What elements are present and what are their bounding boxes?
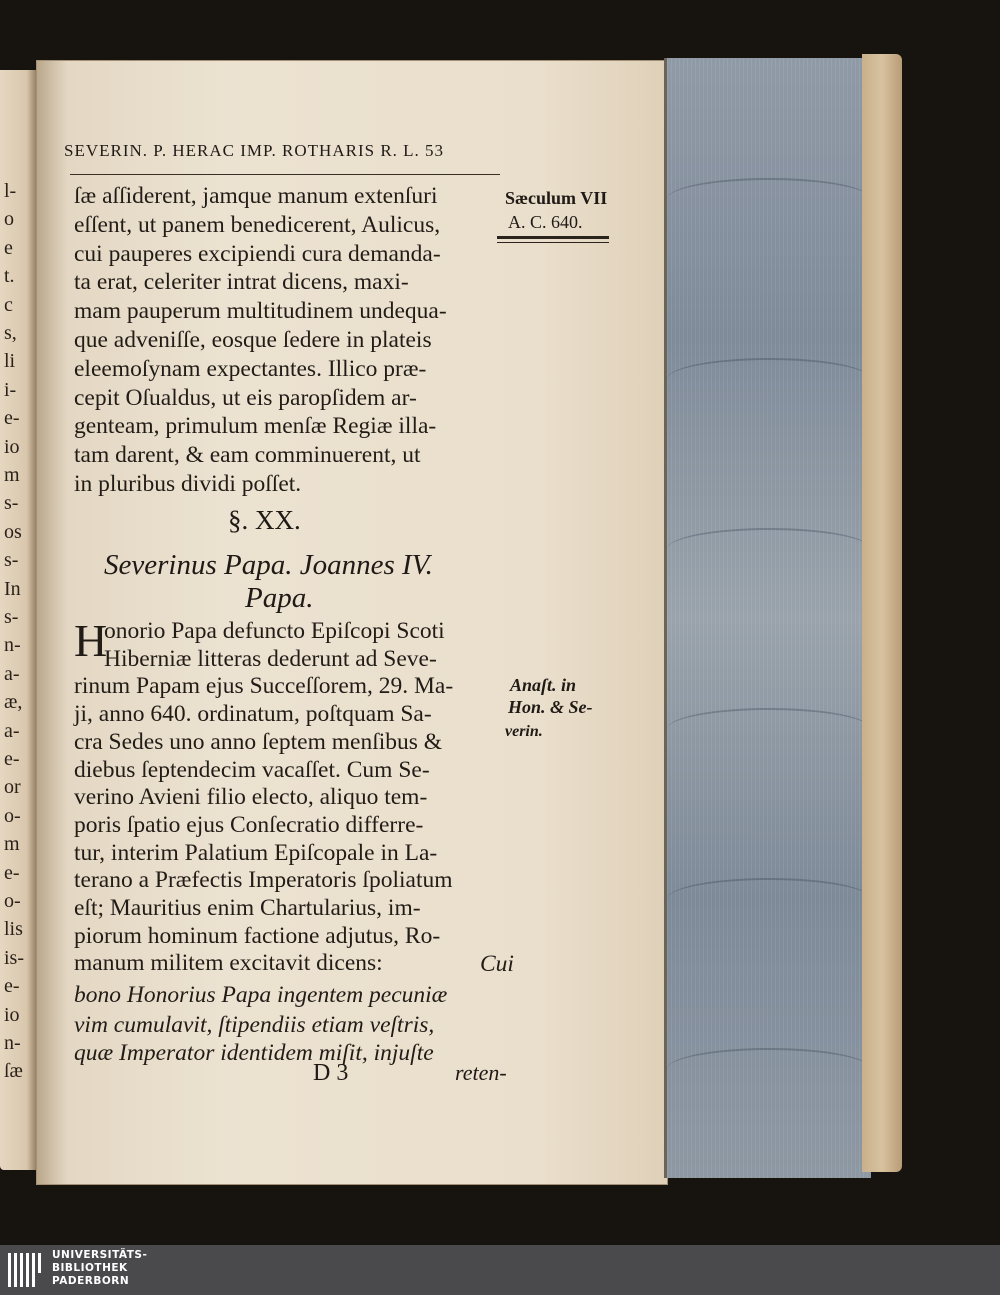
left-page-fragment: lis	[4, 918, 23, 941]
head-rule	[70, 174, 500, 175]
left-page-fragment: s-	[4, 549, 19, 572]
section-title-continued: Papa.	[245, 582, 314, 614]
left-page-fragment: ſæ	[4, 1060, 23, 1083]
left-page-fragment: io	[4, 1003, 20, 1026]
paragraph-2-line: rinum Papam ejus Succeſſorem, 29. Ma-	[74, 673, 454, 700]
left-page-fragment: e-	[4, 861, 20, 884]
left-page-fragment: m	[4, 464, 20, 486]
paragraph-1-line: que adveniſſe, eosque ſedere in plateis	[74, 327, 432, 353]
margin-note-source-2: Hon. & Se-	[508, 697, 593, 717]
paragraph-1-line: genteam, primulum menſæ Regiæ illa-	[74, 413, 437, 440]
paragraph-2-line: eſt; Mauritius enim Chartularius, im-	[74, 895, 421, 921]
italic-line: bono Honorius Papa ingentem pecuniæ	[74, 982, 448, 1008]
paragraph-1-line: cui pauperes excipiendi cura demanda-	[74, 240, 441, 267]
left-page-fragment: a-	[4, 662, 20, 685]
paragraph-2-line: diebus ſeptendecim vacaſſet. Cum Se-	[74, 756, 430, 783]
left-page-fragment: e-	[4, 748, 20, 770]
margin-rule	[497, 236, 609, 239]
left-page-fragment: c	[4, 293, 13, 316]
library-name	[52, 1249, 147, 1288]
paragraph-1-line: tam darent, & eam comminuerent, ut	[74, 442, 421, 469]
section-title: Severinus Papa. Joannes IV.	[104, 549, 433, 581]
left-page-fragment: s-	[4, 492, 19, 515]
left-page-fragment: i-	[4, 378, 17, 401]
margin-note-source-3: verin.	[505, 723, 543, 740]
left-page-fragment: e	[4, 236, 13, 259]
catchword: reten-	[455, 1060, 507, 1085]
paragraph-2-line: Hiberniæ litteras dederunt ad Seve-	[104, 645, 437, 672]
paragraph-2-line: terano a Præfectis Imperatoris ſpoliatum	[74, 867, 453, 894]
paragraph-1-line: eſſent, ut panem benedicerent, Aulicus,	[74, 211, 441, 238]
paragraph-2-line: tur, interim Palatium Epiſcopale in La-	[74, 839, 438, 866]
left-page-fragment: os	[4, 520, 22, 543]
left-page-fragment: e-	[4, 407, 20, 430]
signature-mark: D 3	[313, 1060, 349, 1086]
italic-line: quæ Imperator identidem miſit, injuſte	[74, 1040, 434, 1066]
margin-rule-thin	[497, 242, 609, 243]
left-page-fragment: l-	[4, 180, 17, 202]
paragraph-2-line: verino Avieni filio electo, aliquo tem-	[74, 784, 428, 811]
left-page-fragment: li	[4, 350, 16, 373]
page-edges	[664, 58, 871, 1178]
paragraph-1-line: mam pauperum multitudinem undequa-	[74, 298, 447, 325]
left-page-fragment: n-	[4, 1032, 21, 1054]
library-name-line1: UNIVERSITÄTS-	[52, 1249, 148, 1261]
paragraph-1-line: ta erat, celeriter intrat dicens, maxi-	[74, 269, 409, 296]
margin-note-saeculum: Sæculum VII	[505, 188, 608, 208]
left-page-fragment: or	[4, 776, 21, 799]
left-page-fragment: t.	[4, 265, 15, 288]
left-page-fragment: o	[4, 208, 14, 231]
running-head: SEVERIN. P. HERAC IMP. ROTHARIS R. L. 53	[64, 141, 445, 160]
italic-line: vim cumulavit, ſtipendiis etiam veſtris,	[74, 1012, 435, 1038]
paragraph-2-line: onorio Papa defuncto Epiſcopi Scoti	[104, 618, 445, 644]
book-cover-edge	[862, 54, 902, 1172]
paragraph-2-line: manum militem excitavit dicens:	[74, 950, 383, 977]
paragraph-1-line: ſæ aſſiderent, jamque manum extenſuri	[74, 183, 438, 209]
library-footer	[0, 1245, 1000, 1295]
library-name-line3: PADERBORN	[52, 1275, 130, 1287]
left-page-fragment: s-	[4, 606, 19, 628]
left-page-fragment: m	[4, 833, 20, 856]
section-number: §. XX.	[228, 505, 301, 535]
left-page-fragment: æ,	[4, 691, 23, 714]
paragraph-1-line: cepit Oſualdus, ut eis paropſidem ar-	[74, 384, 417, 411]
left-page-fragment: In	[4, 577, 21, 600]
margin-note-year: A. C. 640.	[508, 212, 583, 232]
left-page-fragment: a-	[4, 719, 20, 742]
left-page-fragment: o-	[4, 890, 21, 912]
library-name-line2: BIBLIOTHEK	[52, 1262, 128, 1274]
left-page-fragment: is-	[4, 946, 24, 969]
left-page-fragment: io	[4, 435, 20, 458]
drop-capital: H	[74, 615, 108, 666]
library-logo-icon	[8, 1253, 46, 1287]
left-page-fragment: s,	[4, 322, 17, 344]
left-page-fragment: n-	[4, 634, 21, 657]
left-page-fragment: o-	[4, 804, 21, 827]
margin-note-source: Anaſt. in	[510, 675, 577, 695]
paragraph-2-line: poris ſpatio ejus Conſecratio differre-	[74, 811, 424, 838]
italic-line: Cui	[480, 951, 514, 977]
left-page-fragment: e-	[4, 975, 20, 998]
paragraph-2-line: ji, anno 640. ordinatum, poſtquam Sa-	[74, 701, 432, 728]
paragraph-1-line: eleemoſynam expectantes. Illico præ-	[74, 355, 427, 382]
paragraph-2-line: piorum hominum factione adjutus, Ro-	[74, 922, 441, 949]
paragraph-2-line: cra Sedes uno anno ſeptem menſibus &	[74, 728, 443, 755]
paragraph-1-line: in pluribus dividi poſſet.	[74, 471, 302, 497]
